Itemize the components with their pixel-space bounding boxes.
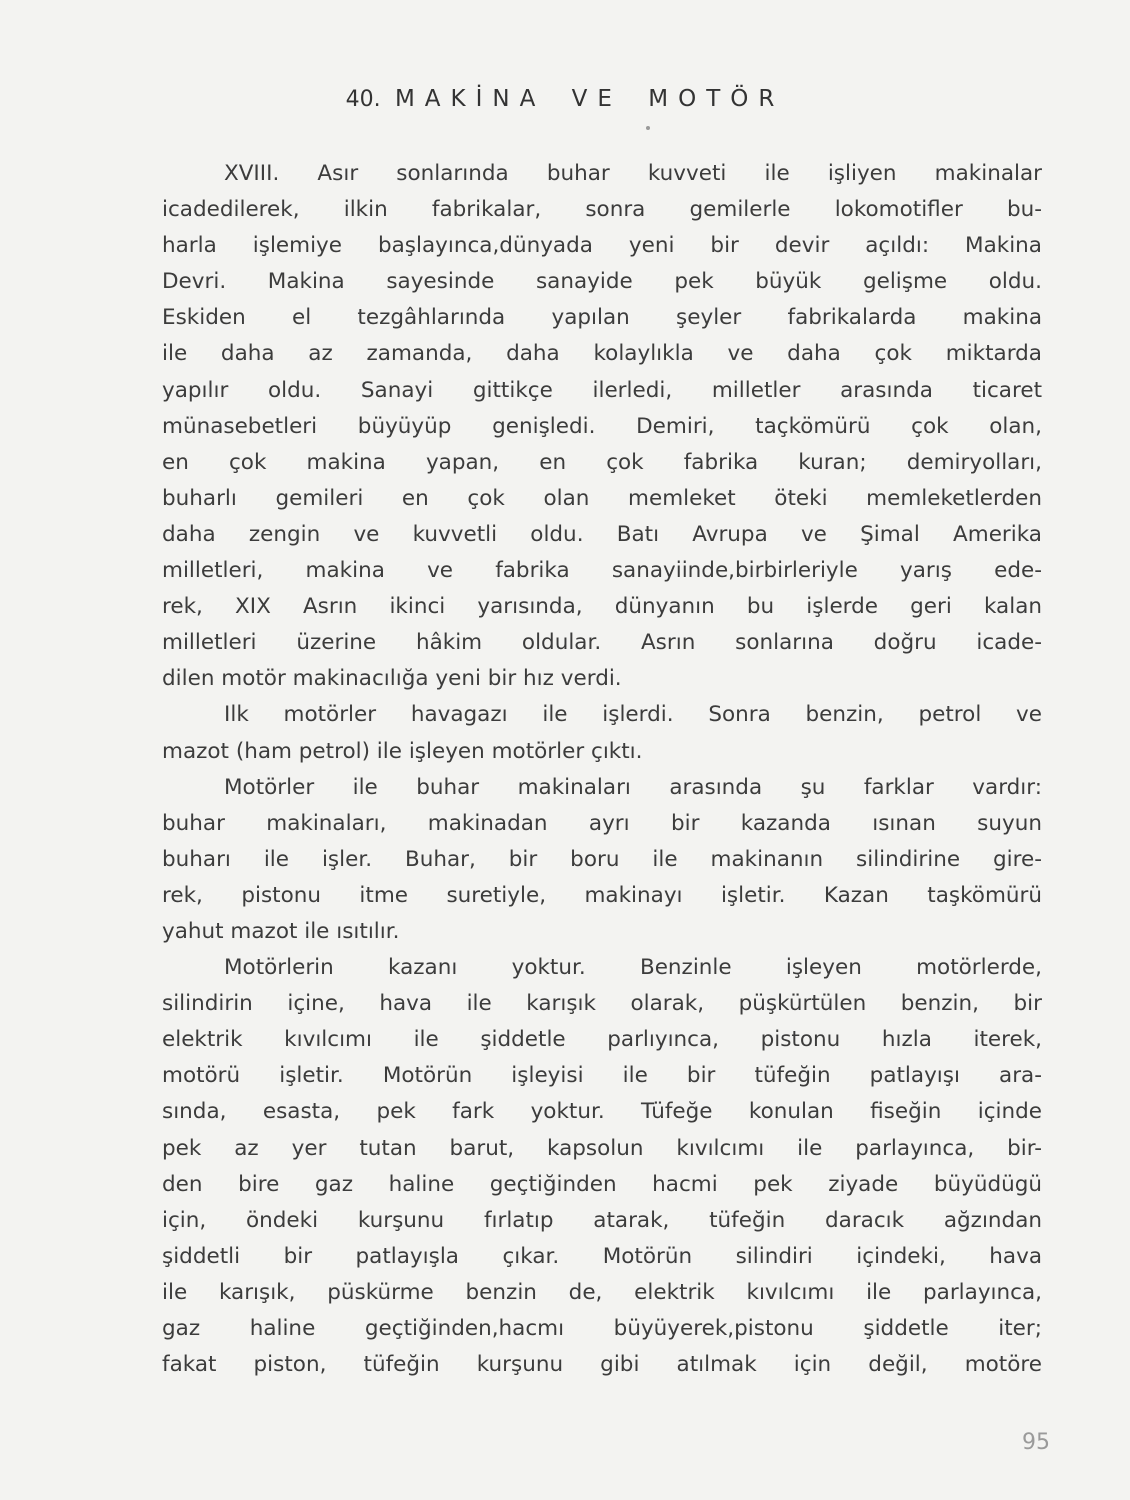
text-line: buhar makinaları, makinadan ayrı bir kazanda ısınan suyun <box>162 810 1042 836</box>
text-line: harla işlemiye başlayınca,dünyada yeni bir devir açıldı: Makina <box>162 233 1042 259</box>
text-line: milletleri, makina ve fabrika sanayiinde,birbirleriyle yarış ede- <box>162 558 1042 584</box>
chapter-number: 40. <box>345 87 381 112</box>
text-line: münasebetleri büyüyüp genişledi. Demiri, taçkömürü çok olan, <box>162 413 1042 439</box>
text-line: rek, pistonu itme suretiyle, makinayı işletir. Kazan taşkömürü <box>162 882 1042 908</box>
text-line: milletleri üzerine hâkim oldular. Asrın sonlarına doğru icade- <box>162 630 1042 656</box>
text-line: ile karışık, püskürme benzin de, elektrik kıvılcımı ile parlayınca, <box>162 1279 1042 1305</box>
chapter-heading <box>0 86 1130 112</box>
paragraph <box>162 950 1042 1383</box>
paragraph <box>162 770 1042 950</box>
text-line: pek az yer tutan barut, kapsolun kıvılcımı ile parlayınca, bir- <box>162 1135 1042 1161</box>
ornament-dot <box>646 126 650 130</box>
text-line: icadedilerek, ilkin fabrikalar, sonra gemilerle lokomotifler bu- <box>162 197 1042 223</box>
page-number: 95 <box>1022 1430 1050 1455</box>
text-line: den bire gaz haline geçtiğinden hacmi pek ziyade büyüdügü <box>162 1171 1042 1197</box>
text-line: sında, esasta, pek fark yoktur. Tüfeğe konulan fiseğin içinde <box>162 1099 1042 1125</box>
text-line: elektrik kıvılcımı ile şiddetle parlıyınca, pistonu hızla iterek, <box>162 1027 1042 1053</box>
text-line: daha zengin ve kuvvetli oldu. Batı Avrupa ve Şimal Amerika <box>162 521 1042 547</box>
text-line: şiddetli bir patlayışla çıkar. Motörün silindiri içindeki, hava <box>162 1243 1042 1269</box>
paragraph <box>162 697 1042 769</box>
text-line: motörü işletir. Motörün işleyisi ile bir tüfeğin patlayışı ara- <box>162 1063 1042 1089</box>
chapter-title-word-2: VE <box>571 86 622 112</box>
text-line: ile daha az zamanda, daha kolaylıkla ve daha çok miktarda <box>162 341 1042 367</box>
text-line: rek, XIX Asrın ikinci yarısında, dünyanın bu işlerde geri kalan <box>162 594 1042 620</box>
chapter-title-word-1: MAKİNA <box>394 86 546 112</box>
text-line: mazot (ham petrol) ile işleyen motörler çıktı. <box>162 738 643 764</box>
text-line: Eskiden el tezgâhlarında yapılan şeyler fabrikalarda makina <box>162 305 1042 331</box>
text-line: fakat piston, tüfeğin kurşunu gibi atılmak için değil, motöre <box>162 1352 1042 1378</box>
text-line: yapılır oldu. Sanayi gittikçe ilerledi, milletler arasında ticaret <box>162 377 1042 403</box>
text-line: Devri. Makina sayesinde sanayide pek büyük gelişme oldu. <box>162 269 1042 295</box>
text-line: dilen motör makinacılığa yeni bir hız verdi. <box>162 666 622 692</box>
text-line: silindirin içine, hava ile karışık olarak, püşkürtülen benzin, bir <box>162 991 1042 1017</box>
text-line: Motörlerin kazanı yoktur. Benzinle işleyen motörlerde, <box>224 955 1042 981</box>
chapter-title-word-3: MOTÖR <box>648 86 785 112</box>
text-line: gaz haline geçtiğinden,hacmı büyüyerek,pistonu şiddetle iter; <box>162 1316 1042 1341</box>
text-line: için, öndeki kurşunu fırlatıp atarak, tüfeğin daracık ağzından <box>162 1207 1042 1233</box>
text-line: buharlı gemileri en çok olan memleket öteki memleketlerden <box>162 485 1042 511</box>
text-line: XVIII. Asır sonlarında buhar kuvveti ile işliyen makinalar <box>224 161 1042 186</box>
body-text <box>162 156 1042 1383</box>
text-line: Ilk motörler havagazı ile işlerdi. Sonra benzin, petrol ve <box>224 702 1042 728</box>
text-line: yahut mazot ile ısıtılır. <box>162 918 400 944</box>
text-line: Motörler ile buhar makinaları arasında şu farklar vardır: <box>224 774 1042 800</box>
text-line: buharı ile işler. Buhar, bir boru ile makinanın silindirine gire- <box>162 846 1042 872</box>
text-line: en çok makina yapan, en çok fabrika kuran; demiryolları, <box>162 449 1042 475</box>
paragraph <box>162 156 1042 697</box>
